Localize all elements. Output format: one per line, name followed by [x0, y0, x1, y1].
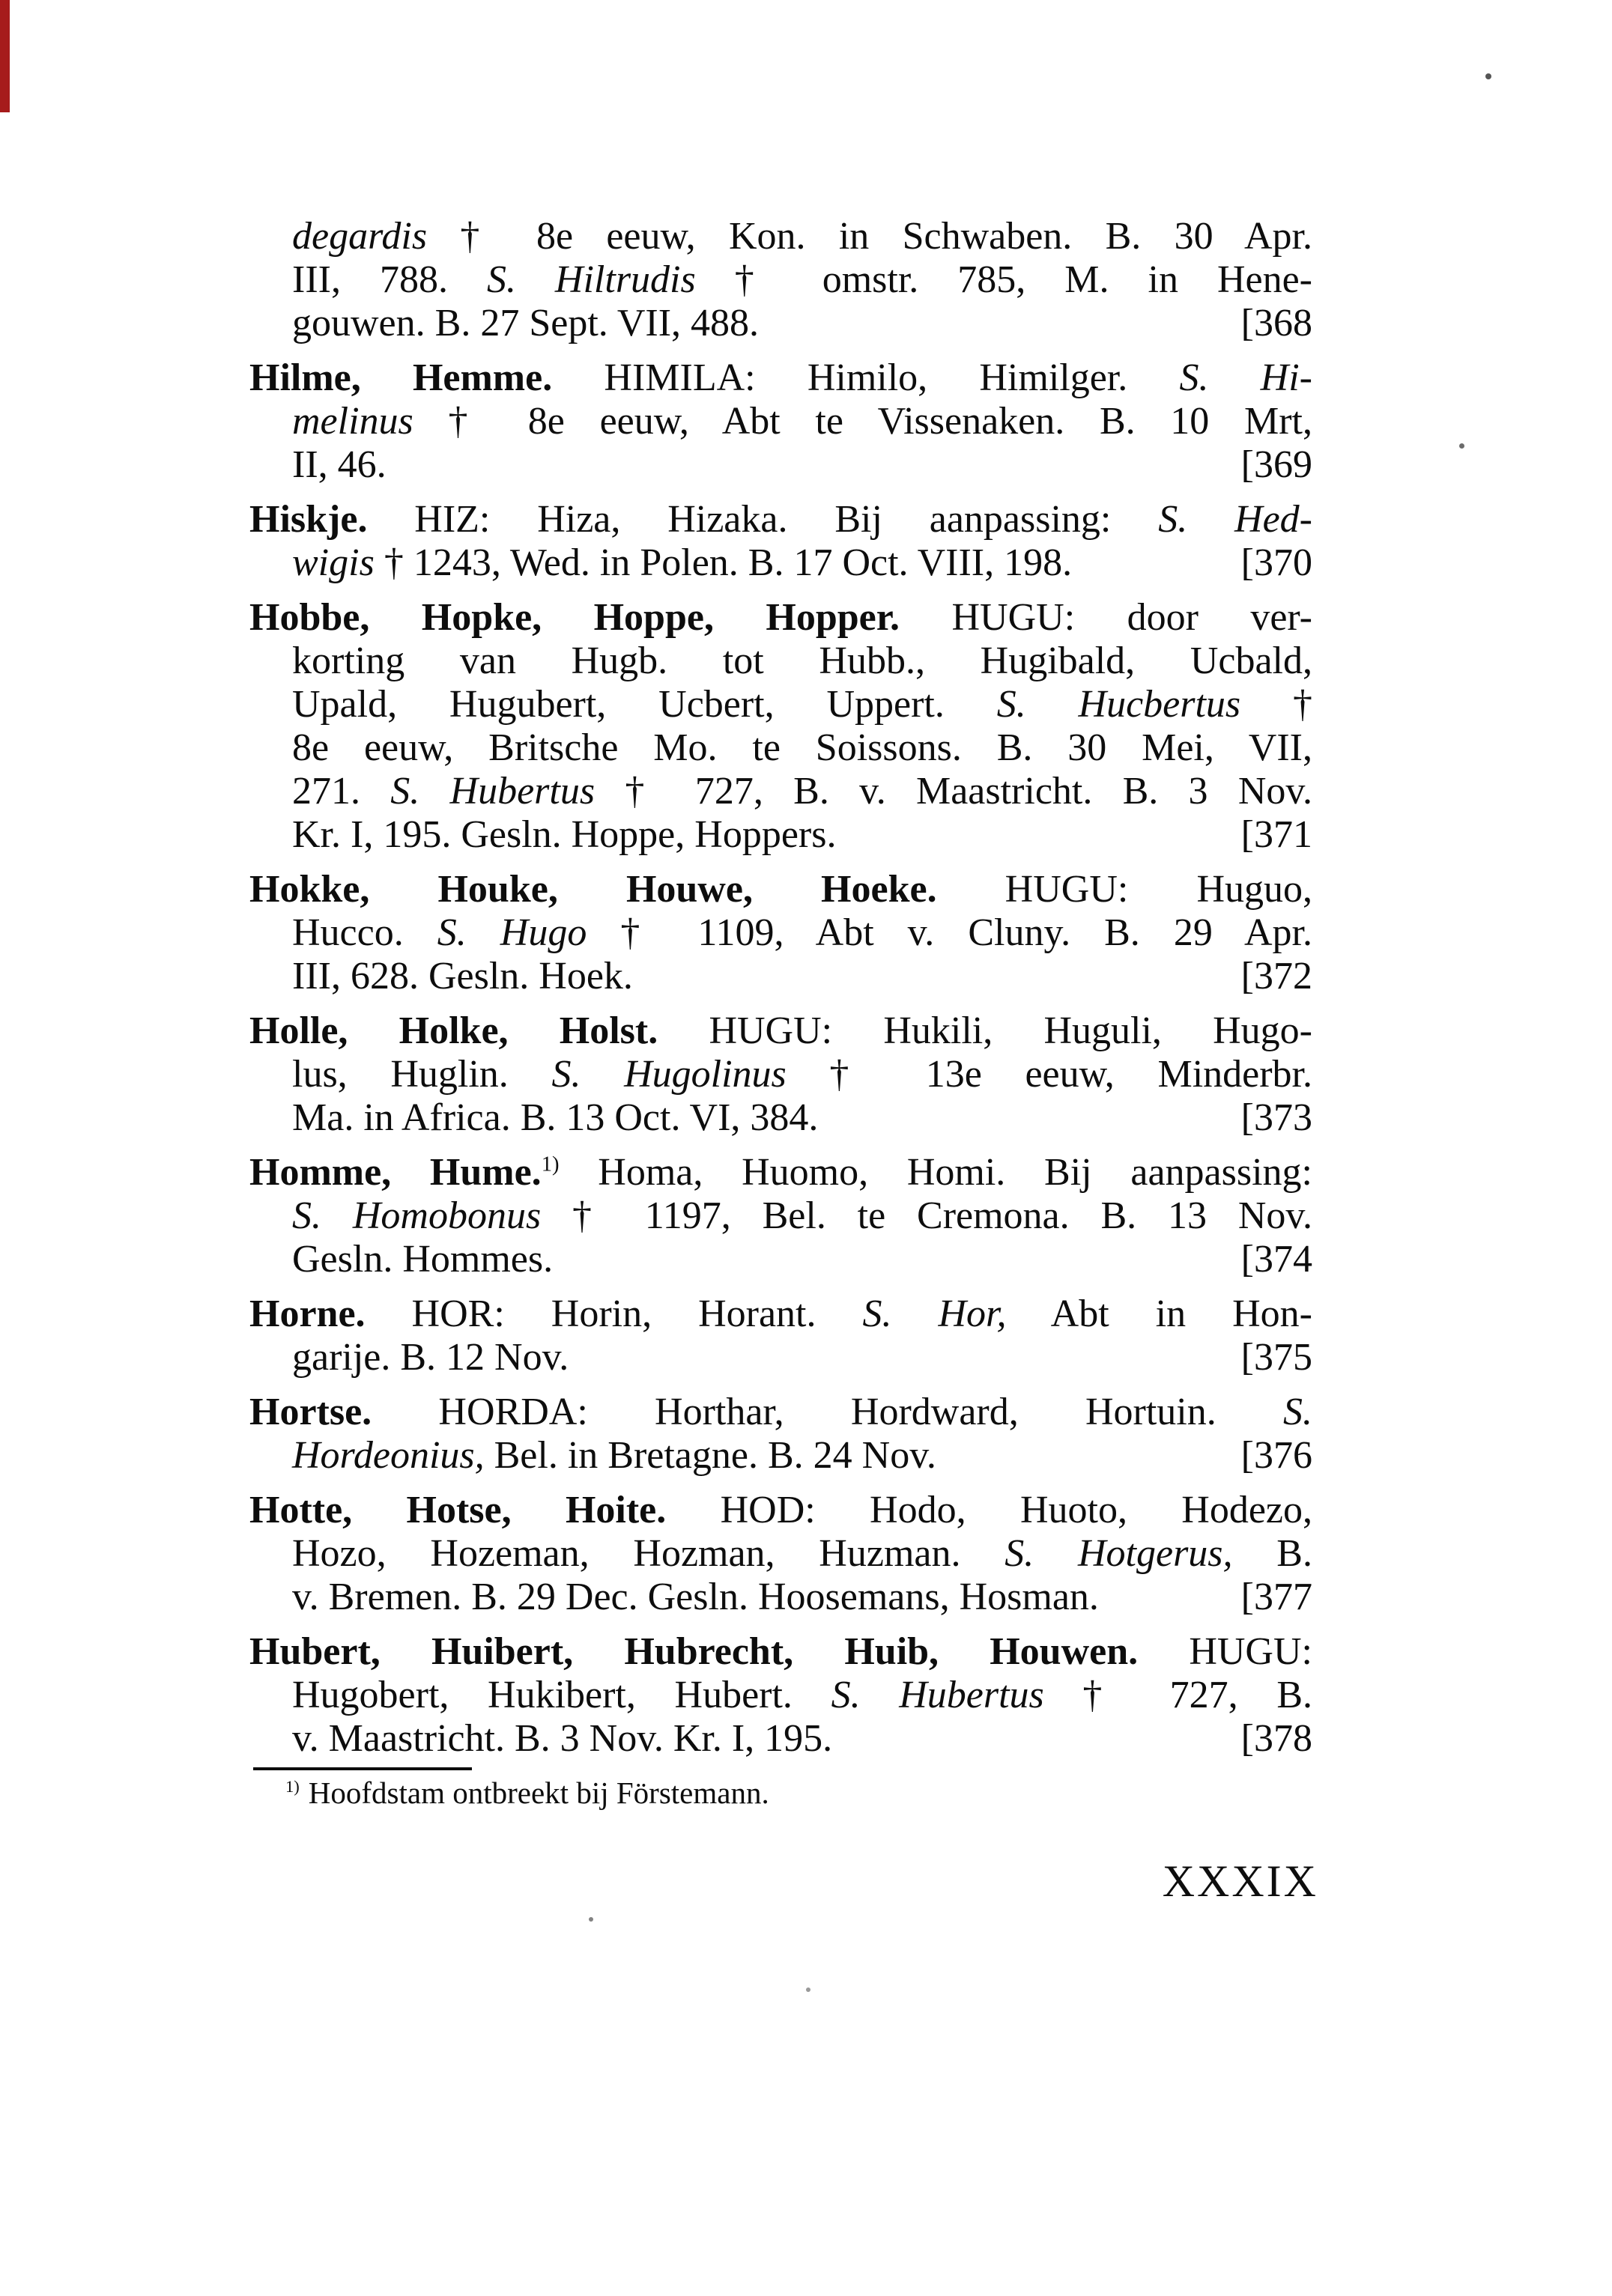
entry-line [249, 955, 1312, 998]
entry-body-text: Abt in Hon- [1006, 1293, 1312, 1335]
entry-body-text: 8e eeuw, Britsche Mo. te Soissons. B. 30 Mei, VII, [292, 726, 1312, 769]
entry-line-text [292, 1717, 832, 1761]
entry-body-text: Homa, Huomo, Homi. Bij aanpassing: [559, 1151, 1312, 1194]
entry-body-text: † omstr. 785, M. in Hene- [695, 258, 1312, 301]
entry-body-text: Ma. in Africa. B. 13 Oct. VI, 384. [292, 1096, 819, 1139]
dictionary-entry-7 [249, 1293, 1312, 1379]
entry-body-text: HUGU: Hukili, Huguli, Hugo- [658, 1009, 1312, 1052]
entry-body-text: HOD: Hodo, Huoto, Hodezo, [666, 1489, 1312, 1531]
entry-headword: Hokke, Houke, Houwe, Hoeke. [249, 868, 937, 911]
entry-line-text [292, 302, 759, 345]
entry-body-text: Gesln. Hommes. [292, 1238, 554, 1281]
entry-body-text: HUGU: Huguo, [936, 868, 1312, 911]
entry-line-text [249, 498, 1312, 541]
entry-line-text [249, 356, 1312, 399]
entry-line [249, 1194, 1312, 1238]
entry-line [249, 356, 1312, 400]
saint-name-italic: S. Hugo [437, 911, 587, 954]
entry-line [249, 1489, 1312, 1532]
entry-body-text: † 1197, Bel. te Cremona. B. 13 Nov. [541, 1194, 1312, 1237]
entry-line-text [292, 258, 1312, 301]
entry-line [249, 443, 1312, 487]
entry-body-text: HORDA: Horthar, Hordward, Hortuin. [372, 1391, 1283, 1433]
entry-ref-number: [376 [1240, 1434, 1312, 1477]
entry-line-text [292, 400, 1312, 443]
entry-headword: Hiskje. [249, 498, 368, 541]
entry-line-text [292, 911, 1312, 954]
saint-name-italic: S. Hubertus [831, 1674, 1044, 1716]
saint-name-italic: S. Hotgerus, [1005, 1532, 1233, 1575]
entry-line [249, 1532, 1312, 1576]
entry-body-text: gouwen. B. 27 Sept. VII, 488. [292, 302, 760, 344]
entry-line-text [292, 1053, 1312, 1096]
entry-line [249, 1293, 1312, 1336]
page-number: XXXIX [1162, 1856, 1318, 1906]
saint-name-italic: S. Homobonus [292, 1194, 542, 1237]
entry-line [249, 1717, 1312, 1761]
entry-line-text [249, 1151, 1312, 1194]
dictionary-entry-5 [249, 1009, 1312, 1140]
entry-body-text: Hozo, Hozeman, Hozman, Huzman. [292, 1532, 1005, 1575]
entry-line [249, 1674, 1312, 1717]
entry-ref-number: [369 [1240, 443, 1312, 486]
entry-line-text [292, 1674, 1312, 1716]
dictionary-entry-1 [249, 356, 1312, 487]
entry-line [249, 1391, 1312, 1434]
entry-body-text: III, 628. Gesln. Hoek. [292, 955, 633, 997]
saint-name-italic: wigis [292, 541, 375, 584]
entry-body-text: † 1109, Abt v. Cluny. B. 29 Apr. [587, 911, 1312, 954]
entry-ref-number: [372 [1240, 955, 1312, 997]
scan-speck [1485, 73, 1491, 79]
entry-body-text: Bel. in Bretagne. B. 24 Nov. [484, 1434, 936, 1477]
entry-line-text [249, 596, 1312, 639]
saint-name-italic: S. [1283, 1391, 1312, 1433]
entry-body-text: † 8e eeuw, Kon. in Schwaben. B. 30 Apr. [427, 215, 1312, 258]
scan-edge-artifact [0, 0, 10, 112]
entry-line-text [292, 443, 387, 487]
saint-name-italic: Hordeonius, [292, 1434, 485, 1477]
entry-line-text [249, 1009, 1312, 1052]
entry-body-text: † 727, B. v. Maastricht. B. 3 Nov. [595, 770, 1312, 813]
entry-line [249, 683, 1312, 726]
entry-line [249, 911, 1312, 955]
entry-body-text: Upald, Hugubert, Ucbert, Uppert. [292, 683, 997, 726]
entry-body-text: Hucco. [292, 911, 437, 954]
entry-line-text [292, 215, 1312, 258]
entry-body-text: HUGU: [1138, 1630, 1312, 1673]
footnote-rule [253, 1767, 472, 1770]
entry-line [249, 258, 1312, 302]
entry-line-text [292, 1096, 818, 1140]
saint-name-italic: melinus [292, 400, 413, 443]
entry-line-text [292, 770, 1312, 813]
entry-ref-number: [378 [1240, 1717, 1312, 1760]
entry-ref-number: [375 [1240, 1336, 1312, 1379]
entry-line [249, 1151, 1312, 1194]
entry-body-text: † 13e eeuw, Minderbr. [786, 1053, 1312, 1096]
entry-body-text: HIMILA: Himilo, Himilger. [552, 356, 1180, 399]
entry-line-text [292, 726, 1312, 769]
entry-line [249, 596, 1312, 640]
entry-headword: Horne. [249, 1293, 366, 1335]
saint-name-italic: S. Hiltrudis [486, 258, 696, 301]
entry-ref-number: [374 [1240, 1238, 1312, 1281]
entry-line-text [292, 683, 1312, 726]
entry-ref-number: [371 [1240, 813, 1312, 856]
footnote-text: Hoofdstam ontbreekt bij Förstemann. [308, 1776, 769, 1810]
entry-line-text [249, 1293, 1312, 1335]
entry-headword: Hilme, Hemme. [249, 356, 553, 399]
entry-line-text [292, 640, 1312, 682]
entry-headword: Hotte, Hotse, Hoite. [249, 1489, 667, 1531]
entry-headword: Homme, Hume. [249, 1151, 542, 1194]
entry-line-text [292, 1336, 569, 1379]
entry-ref-number: [368 [1240, 302, 1312, 344]
entry-line-text [249, 1630, 1312, 1673]
entry-line-text [292, 1532, 1312, 1575]
entry-line [249, 640, 1312, 683]
entry-headword: Holle, Holke, Holst. [249, 1009, 658, 1052]
entry-body-text: v. Maastricht. B. 3 Nov. Kr. I, 195. [292, 1717, 833, 1760]
entry-headword: Hortse. [249, 1391, 372, 1433]
entry-line [249, 1096, 1312, 1140]
entries [249, 215, 1312, 1761]
dictionary-entry-8 [249, 1391, 1312, 1477]
entry-body-text: Hugobert, Hukibert, Hubert. [292, 1674, 831, 1716]
entry-line [249, 1053, 1312, 1096]
dictionary-entry-0 [249, 215, 1312, 345]
entry-body-text: HUGU: door ver- [900, 596, 1312, 639]
scan-speck [806, 1987, 810, 1992]
saint-name-italic: S. Hi- [1179, 356, 1312, 399]
scan-speck [589, 1917, 593, 1922]
entry-line-text [249, 1391, 1312, 1433]
entry-line [249, 1576, 1312, 1619]
saint-name-italic: S. Hor, [862, 1293, 1007, 1335]
entry-line-text [292, 1434, 936, 1477]
scan-speck [1459, 443, 1464, 449]
entry-line [249, 302, 1312, 345]
entry-line-text [292, 1238, 553, 1281]
entry-line [249, 1238, 1312, 1281]
entry-body-text: † 727, B. [1043, 1674, 1312, 1716]
entry-line [249, 868, 1312, 911]
entry-body-text: † [1240, 683, 1312, 726]
entry-line [249, 498, 1312, 541]
entry-body-text: v. Bremen. B. 29 Dec. Gesln. Hoosemans, Hosman. [292, 1576, 1099, 1618]
dictionary-entry-4 [249, 868, 1312, 998]
entry-ref-number: [370 [1240, 541, 1312, 584]
dictionary-entry-6 [249, 1151, 1312, 1281]
entry-line [249, 726, 1312, 770]
entry-line [249, 1434, 1312, 1477]
entry-line [249, 1630, 1312, 1674]
saint-name-italic: S. Hucbertus [996, 683, 1241, 726]
footnote [249, 1775, 1312, 1811]
footnote-marker: 1) [285, 1777, 300, 1797]
dictionary-entry-10 [249, 1630, 1312, 1761]
saint-name-italic: S. Hed- [1158, 498, 1312, 541]
entry-body-text: korting van Hugb. tot Hubb., Hugibald, Ucbald, [292, 640, 1312, 682]
entry-ref-number: [377 [1240, 1576, 1312, 1618]
entry-line [249, 541, 1312, 585]
entry-line-text [249, 1489, 1312, 1531]
saint-name-italic: S. Hugolinus [551, 1053, 787, 1096]
entry-line-text [249, 868, 1312, 911]
saint-name-italic: S. Hubertus [390, 770, 596, 813]
entry-body-text: † 1243, Wed. in Polen. B. 17 Oct. VIII, 198. [374, 541, 1073, 584]
entry-line-text [292, 813, 836, 857]
entry-body-text: Kr. I, 195. Gesln. Hoppe, Hoppers. [292, 813, 837, 856]
footnote-ref-marker: 1) [541, 1152, 560, 1176]
entry-line [249, 1009, 1312, 1053]
entry-body-text: III, 788. [292, 258, 487, 301]
entry-line [249, 215, 1312, 258]
entry-headword: Hobbe, Hopke, Hoppe, Hopper. [249, 596, 900, 639]
entry-body-text: 271. [292, 770, 391, 813]
entry-body-text: † 8e eeuw, Abt te Vissenaken. B. 10 Mrt, [413, 400, 1312, 443]
entry-line-text [292, 541, 1072, 585]
entry-line [249, 770, 1312, 813]
saint-name-italic: degardis [292, 215, 428, 258]
entry-body-text: lus, Huglin. [292, 1053, 552, 1096]
entry-ref-number: [373 [1240, 1096, 1312, 1139]
entry-line [249, 1336, 1312, 1379]
entry-body-text: HIZ: Hiza, Hizaka. Bij aanpassing: [367, 498, 1159, 541]
entry-line-text [292, 1576, 1099, 1619]
entry-headword: Hubert, Huibert, Hubrecht, Huib, Houwen. [249, 1630, 1139, 1673]
dictionary-entry-3 [249, 596, 1312, 857]
dictionary-entry-2 [249, 498, 1312, 585]
entry-body-text: B. [1232, 1532, 1312, 1575]
entry-line [249, 813, 1312, 857]
entry-body-text: HOR: Horin, Horant. [365, 1293, 863, 1335]
entry-body-text: II, 46. [292, 443, 387, 486]
entry-body-text: garije. B. 12 Nov. [292, 1336, 569, 1379]
entry-line [249, 400, 1312, 443]
entry-line-text [292, 955, 633, 998]
entry-line-text [292, 1194, 1312, 1237]
dictionary-entry-9 [249, 1489, 1312, 1619]
